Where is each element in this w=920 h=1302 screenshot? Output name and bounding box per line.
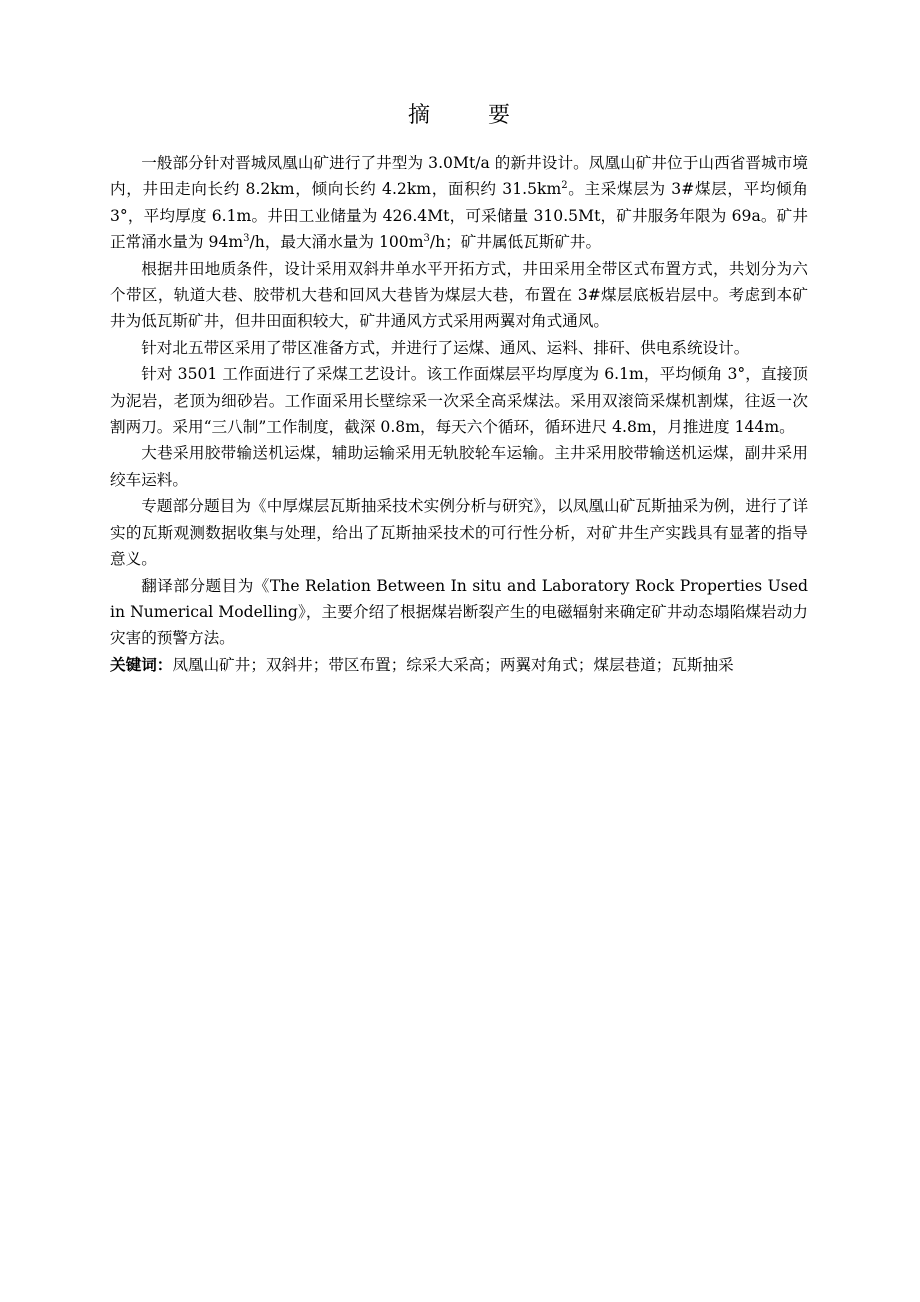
page-title: 摘 要 xyxy=(407,103,528,128)
abstract-paragraph-district: 针对北五带区采用了带区准备方式，并进行了运煤、通风、运料、排矸、供电系统设计。 xyxy=(141,338,750,357)
p1-text-d: /h；矿井属低瓦斯矿井。 xyxy=(429,233,602,252)
keywords-label: 关键词： xyxy=(110,655,173,674)
abstract-paragraph-mining-technology: 针对 3501 工作面进行了采煤工艺设计。该工作面煤层平均厚度为 6.1m，平均倾角 3°，直接顶为泥岩，老顶为细砂岩。工作面采用长壁综采一次采全高采煤法。采用双滚筒采煤机割煤，往返一次割两刀。采用“三八制”工作制度，截深 0.8m，每天六个循环，循环进尺 4.8m，月推进度 144m。 xyxy=(110,365,808,437)
abstract-paragraph-transport: 大巷采用胶带输送机运煤，辅助运输采用无轨胶轮车运输。主井采用胶带输送机运煤，副井采用绞车运料。 xyxy=(110,444,808,489)
p1-text-c: /h，最大涌水量为 100m xyxy=(249,233,424,252)
keywords-text: 凤凰山矿井；双斜井；带区布置；综采大采高；两翼对角式；煤层巷道；瓦斯抽采 xyxy=(172,655,734,674)
p1-text-b: 。主采煤层为 3#煤层，平均倾角 3°，平均厚度 6.1m。井田工业储量为 426.4Mt，可采储量 310.5Mt，矿井服务年限为 69a。矿井正常涌水量为 94m xyxy=(110,180,808,252)
keywords-line xyxy=(110,652,808,678)
abstract-paragraph-special-topic: 专题部分题目为《中厚煤层瓦斯抽采技术实例分析与研究》，以凤凰山矿瓦斯抽采为例，进行了详实的瓦斯观测数据收集与处理，给出了瓦斯抽采技术的可行性分析，对矿井生产实践具有显著的指导意义。 xyxy=(110,497,808,569)
p1-superscript-b: 3 xyxy=(243,233,250,245)
abstract-paragraph-translation: 翻译部分题目为《The Relation Between In situ and Laboratory Rock Properties Used in Numerical Modelling》，主要介绍了根据煤岩断裂产生的电磁辐射来确定矿井动态塌陷煤岩动力灾害的预警方法。 xyxy=(110,576,808,648)
p1-text-a: 一般部分针对晋城凤凰山矿进行了井型为 3.0Mt/a 的新井设计。凤凰山矿井位于山西省晋城市境内，井田走向长约 8.2km，倾向长约 4.2km，面积约 31.5km xyxy=(110,154,808,199)
p1-superscript-c: 3 xyxy=(423,233,430,245)
abstract-paragraph-general xyxy=(110,150,808,256)
abstract-paragraph-development: 根据井田地质条件，设计采用双斜井单水平开拓方式，井田采用全带区式布置方式，共划分为六个带区，轨道大巷、胶带机大巷和回风大巷皆为煤层大巷，布置在 3#煤层底板岩层中。考虑到本矿井为低瓦斯矿井，但井田面积较大，矿井通风方式采用两翼对角式通风。 xyxy=(110,259,808,331)
p1-superscript-a: 2 xyxy=(561,180,568,192)
